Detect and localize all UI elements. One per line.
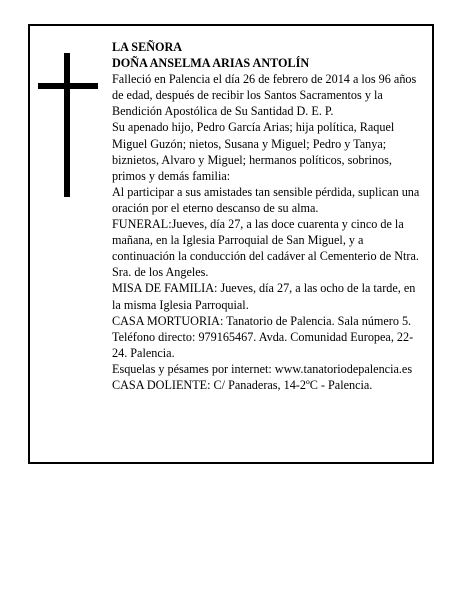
prayer-request: Al participar a sus amistades tan sensible pérdida, suplican una oración por el eterno descanso de su alma.	[112, 184, 420, 215]
family-list: Su apenado hijo, Pedro García Arias; hija política, Raquel Miguel Guzón; nietos, Susana y Miguel; Pedro y Tanya; biznietos, Alvaro y Miguel; hermanos políticos, sobrinos, primos y demás familia:	[112, 120, 395, 183]
death-announcement: Falleció en Palencia el día 26 de febrero de 2014 a los 96 años de edad, después de recibir los Santos Sacramentos y la Bendición Apostólica de Su Santidad D. E. P.	[112, 72, 417, 119]
family-home-address: CASA DOLIENTE: C/ Panaderas, 14-2ºC - Palencia.	[112, 377, 373, 392]
family-mass-details: MISA DE FAMILIA: Jueves, día 27, a las ocho de la tarde, en la misma Iglesia Parroquial.	[112, 281, 416, 312]
obituary-text	[112, 39, 424, 393]
internet-condolences: Esquelas y pésames por internet: www.tanatoriodepalencia.es	[112, 361, 413, 376]
notice-title: LA SEÑORA	[112, 40, 183, 54]
funeral-details: FUNERAL:Jueves, día 27, a las doce cuarenta y cinco de la mañana, en la Iglesia Parroquial de San Miguel, y a continuación la conducción del cadáver al Cementerio de Ntra. Sra. de los Angeles.	[112, 217, 419, 280]
deceased-name: DOÑA ANSELMA ARIAS ANTOLÍN	[112, 56, 310, 71]
cross-icon	[64, 53, 70, 197]
cross-icon-bar	[38, 83, 98, 89]
funeral-home-details: CASA MORTUORIA: Tanatorio de Palencia. Sala número 5. Teléfono directo: 979165467. Avda. Comunidad Europea, 22-24. Palencia.	[112, 313, 414, 360]
